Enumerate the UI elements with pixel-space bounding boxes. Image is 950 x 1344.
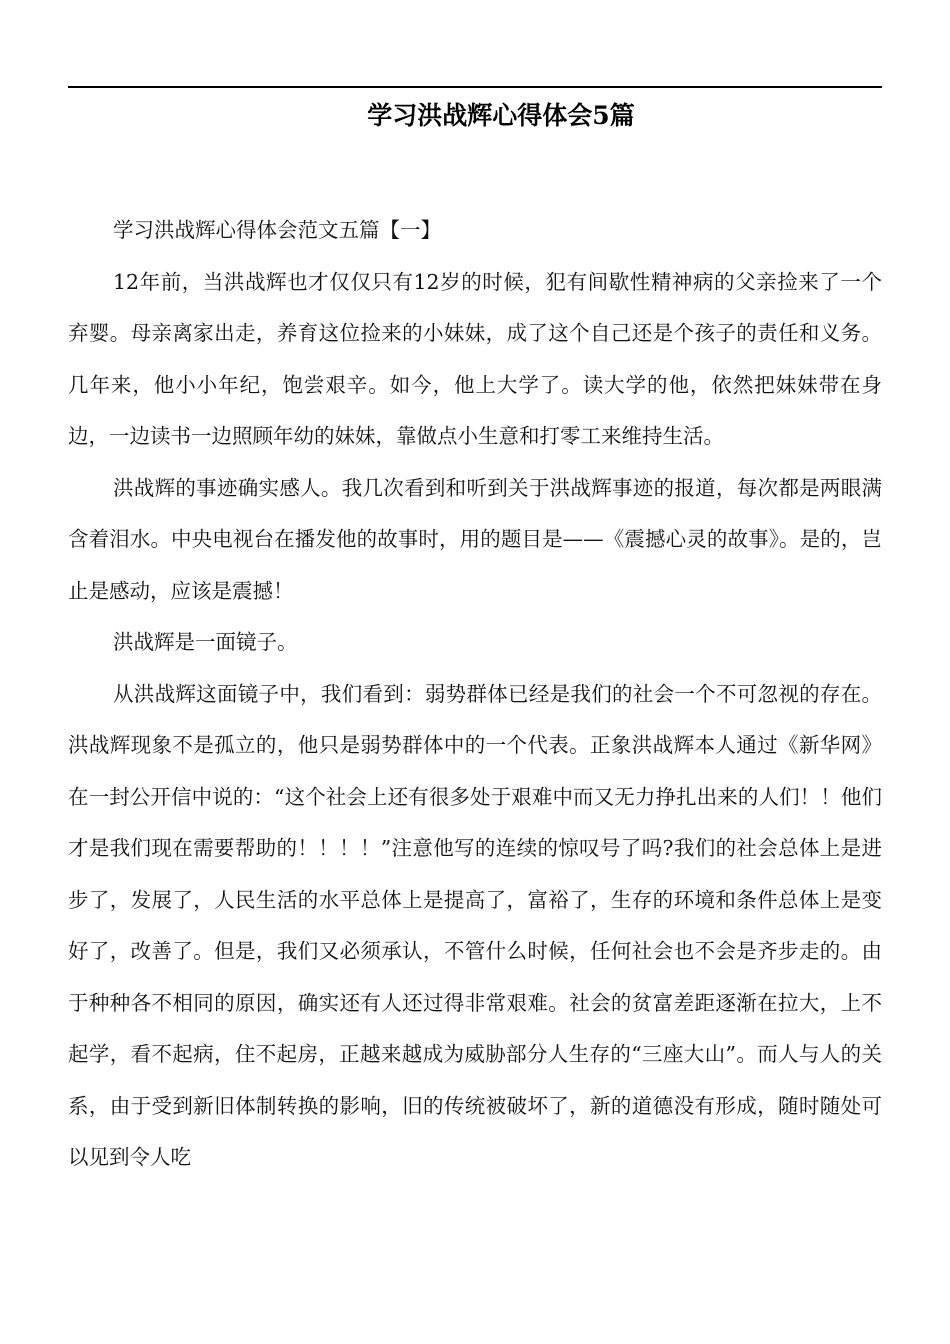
paragraph: 从洪战辉这面镜子中，我们看到：弱势群体已经是我们的社会一个不可忽视的存在。洪战辉现象不是孤立的，他只是弱势群体中的一个代表。正象洪战辉本人通过《新华网》在一封公开信中说的：“这个社会上还有很多处于艰难中而又无力挣扎出来的人们！！他们才是我们现在需要帮助的！！！！”注意他写的连续的惊叹号了吗?我们的社会总体上是进步了，发展了，人民生活的水平总体上是提高了，富裕了，生存的环境和条件总体上是变好了，改善了。但是，我们又必须承认，不管什么时候，任何社会也不会是齐步走的。由于种种各不相同的原因，确实还有人还过得非常艰难。社会的贫富差距逐渐在拉大，上不起学，看不起病，住不起房，正越来越成为威胁部分人生存的“三座大山”。而人与人的关系，由于受到新旧体制转换的影响，旧的传统被破坏了，新的道德没有形成，随时随处可以见到令人吃 xyxy=(68,681,882,1169)
document-title: 学习洪战辉心得体会5篇 xyxy=(367,101,635,130)
header-rule xyxy=(68,86,882,88)
paragraph: 洪战辉是一面镜子。 xyxy=(113,630,298,654)
paragraph: 洪战辉的事迹确实感人。我几次看到和听到关于洪战辉事迹的报道，每次都是两眼满含着泪水。中央电视台在播发他的故事时，用的题目是——《震撼心灵的故事》。是的，岂止是感动，应该是震撼！ xyxy=(68,475,882,603)
section-heading: 学习洪战辉心得体会范文五篇【一】 xyxy=(113,218,441,242)
document-body xyxy=(68,205,882,1184)
paragraph: 12年前，当洪战辉也才仅仅只有12岁的时候，犯有间歇性精神病的父亲捡来了一个弃婴。母亲离家出走，养育这位捡来的小妹妹，成了这个自己还是个孩子的责任和义务。几年来，他小小年纪，饱尝艰辛。如今，他上大学了。读大学的他，依然把妹妹带在身边，一边读书一边照顾年幼的妹妹，靠做点小生意和打零工来维持生活。 xyxy=(68,269,882,448)
